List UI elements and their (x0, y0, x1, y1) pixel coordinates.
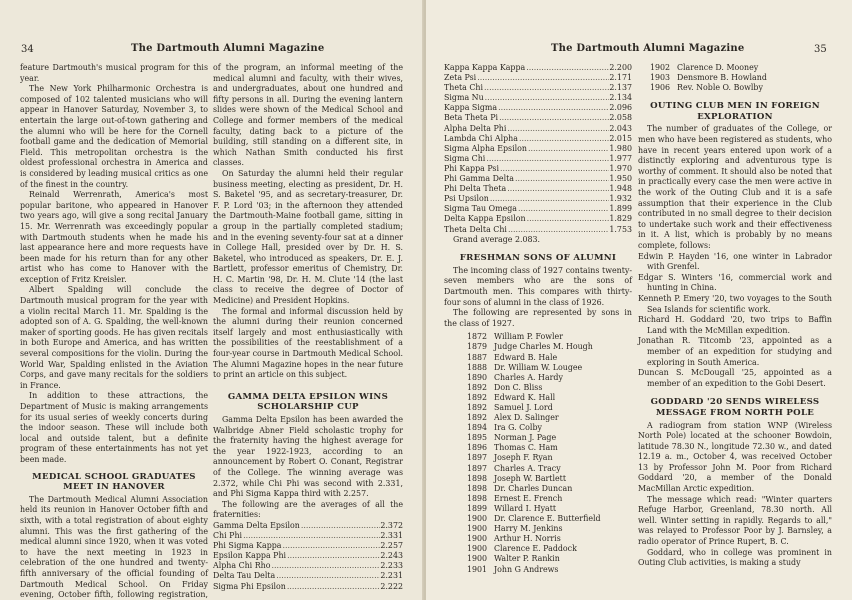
class-year: 1901 (467, 564, 488, 574)
fraternity-name: Phi Delta Theta (444, 184, 507, 194)
list-item (650, 83, 832, 93)
running-head-right: The Dartmouth Alumni Magazine (551, 43, 745, 54)
class-year: 1900 (467, 534, 488, 544)
list-item (467, 423, 632, 433)
fraternity-averages-list-cont (444, 63, 632, 235)
fraternity-average: 2.058 (609, 113, 632, 123)
list-item (444, 144, 632, 154)
section-heading-freshman: FRESHMAN SONS OF ALUMNI (459, 253, 617, 264)
list-item (650, 73, 832, 83)
list-item (467, 383, 632, 393)
fraternity-average: 2.171 (609, 73, 632, 83)
class-year: 1900 (467, 524, 488, 534)
fraternity-average: 1.948 (609, 184, 632, 194)
class-year: 1890 (467, 372, 488, 382)
leader-dots (507, 225, 609, 235)
fraternity-average: 1.977 (609, 153, 632, 163)
fraternity-name: Phi Gamma Delta (444, 174, 515, 184)
fraternity-average: 2.096 (609, 103, 632, 113)
section-heading-goddard: GODDARD '20 SENDS WIRELESS MESSAGE FROM NORTH POLE (650, 397, 820, 418)
list-item (444, 204, 632, 214)
sons-list-cont (638, 63, 832, 93)
leader-dots (514, 174, 609, 184)
page-number-left: 34 (21, 44, 34, 55)
explorer-entry: Duncan S. McDougall '25, appointed as a member of an expedition to the Gobi Desert. (638, 368, 832, 388)
left-column-2 (213, 63, 403, 592)
class-year: 1896 (467, 443, 488, 453)
alumnus-name: Clarence D. Mooney (677, 63, 759, 72)
paragraph: On Saturday the alumni held their regular business meeting, electing as president, Dr. H. S. Baketel '95, and as secretary-treasurer, Dr. F. P. Lord '03; in the afternoon they attended the Dartmouth-Maine football game, sitting in a group in the partially completed stadium; and in the evening seventy-four sat at a dinner in College Hall, presided over by Dr. H. S. Baketel, who introduced as speakers, Dr. E. J. Bartlett, professor emeritus of Chemistry, Dr. H. C. Martin '98, Dr. H. M. Clute '14 (the last class to receive the degree of Doctor of Medicine) and President Hopkins. (213, 168, 403, 306)
fraternity-name: Sigma Alpha Epsilon (444, 143, 527, 153)
list-item (444, 103, 632, 113)
list-item (444, 154, 632, 164)
fraternity-name: Delta Tau Delta (213, 571, 276, 581)
fraternity-name: Sigma Tau Omega (444, 204, 517, 214)
class-year: 1899 (467, 503, 488, 513)
list-item (467, 504, 632, 514)
fraternity-average: 1.899 (609, 204, 632, 214)
class-year: 1887 (467, 352, 488, 362)
alumnus-name: Clarence E. Paddock (494, 544, 577, 554)
grand-average: Grand average 2.083. (453, 234, 541, 244)
alumnus-name: Dr. Clarence E. Butterfield (494, 514, 601, 524)
alumnus-name: Joseph F. Ryan (494, 453, 553, 463)
alumnus-name: Ernest E. French (494, 493, 563, 503)
alumnus-name: William P. Fowler (494, 332, 563, 342)
explorer-entry: Kenneth P. Emery '20, two voyages to the South Sea Islands for scientific work. (638, 293, 832, 314)
list-item (467, 443, 632, 453)
fraternity-average: 1.829 (609, 214, 632, 224)
fraternity-averages-list (213, 521, 403, 592)
fraternity-average: 1.753 (609, 224, 632, 234)
class-year: 1900 (467, 554, 488, 564)
fraternity-name: Phi Kappa Psi (444, 163, 500, 173)
fraternity-name: Phi Sigma Kappa (213, 541, 282, 551)
list-item (467, 433, 632, 443)
fraternity-average: 2.372 (380, 520, 403, 530)
alumnus-name: Edward B. Hale (494, 352, 558, 362)
alumnus-name: Norman J. Page (494, 433, 557, 443)
list-item (444, 63, 632, 73)
list-item (444, 164, 632, 174)
fraternity-name: Zeta Psi (444, 73, 477, 83)
leader-dots (484, 93, 610, 103)
leader-dots (526, 214, 610, 224)
paragraph: feature Dartmouth's musical program for this year. (20, 63, 208, 83)
alumnus-name: Thomas C. Ham (494, 443, 558, 453)
list-item (213, 571, 403, 581)
list-item (444, 225, 632, 235)
paragraph: The following are represented by sons in the class of 1927. (444, 308, 632, 328)
fraternity-average: 2.257 (380, 541, 403, 551)
list-item (467, 363, 632, 373)
fraternity-name: Psi Upsilon (444, 194, 489, 204)
explorer-entry: Jonathan R. Titcomb '23, appointed as a member of an expedition for studying and exploring in South America. (638, 336, 832, 367)
class-year: 1892 (467, 392, 488, 402)
alumnus-name: John G Andrews (494, 564, 559, 574)
list-item (213, 521, 403, 531)
fraternity-name: Chi Phi (213, 531, 243, 541)
fraternity-name: Theta Delta Chi (444, 224, 507, 234)
list-item (444, 113, 632, 123)
list-item (444, 134, 632, 144)
fraternity-average: 2.231 (380, 571, 403, 581)
list-item (467, 494, 632, 504)
alumnus-name: Charles A. Hardy (494, 372, 563, 382)
class-year: 1892 (467, 403, 488, 412)
fraternity-average: 2.222 (380, 581, 403, 591)
list-item (467, 484, 632, 494)
running-head-left: The Dartmouth Alumni Magazine (131, 43, 325, 54)
alumnus-name: Samuel J. Lord (494, 403, 553, 412)
list-item (467, 403, 632, 413)
leader-dots (506, 124, 609, 134)
class-year: 1906 (650, 83, 671, 93)
paragraph: The New York Philharmonic Orchestra is composed of 102 talented musicians who will appear in Hanover Saturday, November 3, to entertain the large out-of-town gathering and the alumni who will be here for the Cornell football game and the dedication of Memorial Field. This metropolitan orchestra is the oldest professional orchestra in America and is considered by leading musical critics as one of the finest in the country. (20, 84, 208, 189)
class-year: 1900 (467, 544, 488, 554)
section-heading-medical: MEDICAL SCHOOL GRADUATES MEET IN HANOVER (32, 471, 196, 493)
fraternity-average: 2.134 (609, 93, 632, 103)
alumnus-name: Don C. Bliss (494, 382, 543, 392)
fraternity-average: 1.932 (609, 194, 632, 204)
list-item (467, 332, 632, 342)
list-item (213, 551, 403, 561)
list-item (467, 534, 632, 544)
leader-dots (242, 531, 380, 541)
fraternity-average: 1.950 (609, 174, 632, 184)
alumnus-name: Dr. William W. Lougee (494, 362, 583, 372)
list-item (213, 561, 403, 571)
fraternity-name: Beta Theta Pi (444, 113, 499, 123)
fraternity-average: 2.331 (380, 531, 403, 541)
leader-dots (300, 521, 381, 531)
paragraph: The number of graduates of the College, or men who have been registered as students, who have in recent years entered upon work of a distinctly exploring and adventurous type is worthy of comment. It should also be noted that in practically every case the men were active in the work of the Outing Club and it is a safe assumption that their experience in the Club contributed in no small degree to their decision to undertake such work and their effectiveness in it. A list, which is probably by no means complete, follows: (638, 124, 832, 250)
list-item (444, 93, 632, 103)
alumnus-name: Walter P. Rankin (494, 554, 560, 564)
fraternity-average: 2.243 (380, 551, 403, 561)
alumnus-name: Dr. Charles Duncan (494, 483, 573, 493)
class-year: 1898 (467, 493, 488, 503)
leader-dots (483, 83, 609, 93)
alumnus-name: Joseph W. Bartlett (494, 473, 567, 483)
fraternity-name: Epsilon Kappa Phi (213, 551, 287, 561)
leader-dots (517, 204, 609, 214)
list-item (467, 544, 632, 554)
fraternity-name: Alpha Delta Phi (444, 123, 507, 133)
class-year: 1872 (467, 332, 488, 342)
leader-dots (506, 184, 609, 194)
paragraph: The following are the averages of all the fraternities: (213, 499, 403, 520)
class-year: 1903 (650, 73, 671, 83)
leader-dots (286, 551, 380, 561)
section-heading-outing: OUTING CLUB MEN IN FOREIGN EXPLORATION (650, 101, 820, 122)
paragraph: The formal and informal discussion held by the alumni during their reunion concerned itself largely and most enthusiastically with the possibilities of the reestablishment of a four-year course in Dartmouth Medical School. The Alumni Magazine hopes in the near future to print an article on this subject. (213, 306, 403, 380)
alumnus-name: Willard I. Hyatt (494, 503, 557, 513)
fraternity-average: 1.970 (609, 163, 632, 173)
alumnus-name: Alex D. Salinger (494, 413, 559, 423)
fraternity-name: Kappa Kappa Kappa (444, 63, 526, 72)
list-item (467, 453, 632, 463)
fraternity-name: Sigma Phi Epsilon (213, 581, 286, 591)
paragraph: Gamma Delta Epsilon has been awarded the Walbridge Abner Field scholastic trophy for the fraternity having the highest average for the year 1922-1923, according to an announcement by Robert O. Conant, Registrar of the College. The winning average was 2.372, while Chi Phi was second with 2.331, and Phi Sigma Kappa third with 2.257. (213, 415, 403, 499)
explorer-entry: Richard H. Goddard '20, two trips to Baffin Land with the McMillan expedition. (638, 315, 832, 335)
list-item (467, 464, 632, 474)
fraternity-average: 1.980 (609, 143, 632, 153)
leader-dots (476, 73, 609, 83)
explorer-entry: Edgar S. Winters '16, commercial work and hunting in China. (638, 272, 832, 293)
paragraph: The Dartmouth Medical Alumni Association held its reunion in Hanover October fifth and sixth, with a total registration of about eighty alumni. This was the first gathering of the medical alumni since 1920, when it was voted to have the next meeting in 1923 in celebration of the one hundred and twenty-fifth anniversary of the official founding of Dartmouth Medical School. On Friday evening, October fifth, following registration, (20, 494, 208, 600)
list-item (444, 174, 632, 184)
class-year: 1892 (467, 382, 488, 392)
leader-dots (498, 113, 609, 123)
list-item (213, 531, 403, 541)
fraternity-name: Theta Chi (444, 83, 484, 93)
fraternity-average: 2.137 (609, 83, 632, 93)
alumnus-name: Arthur H. Norris (494, 534, 561, 544)
paragraph: A radiogram from station WNP (Wireless North Pole) located at the schooner Bowdoin, latitude 78.30 N., longitude 72.30 w., and dated 12.19 a. m., October 4, was received October 13 by Professor John M. Poor from Richard Goddard '20, a member of the Donald MacMillan Arctic expedition. (638, 420, 832, 494)
class-year: 1900 (467, 514, 488, 524)
alumnus-name: Ira G. Colby (494, 423, 542, 433)
paragraph: The incoming class of 1927 contains twenty-seven members who are the sons of Dartmouth men. This compares with thirty-four sons of alumni in the class of 1926. (444, 265, 632, 307)
fraternity-name: Delta Kappa Epsilon (444, 214, 526, 224)
fraternity-average: 2.015 (609, 133, 632, 143)
list-item (467, 554, 632, 564)
leader-dots (497, 103, 609, 113)
fraternity-average: 2.233 (380, 561, 403, 571)
list-item (444, 214, 632, 224)
alumnus-name: Densmore B. Howland (677, 73, 767, 83)
leader-dots (518, 134, 609, 144)
class-year: 1898 (467, 473, 488, 483)
list-item (444, 194, 632, 204)
fraternity-name: Alpha Chi Rho (213, 561, 271, 571)
list-item (213, 541, 403, 551)
alumnus-name: Judge Charles M. Hough (494, 342, 593, 352)
list-item (444, 124, 632, 134)
paragraph: Albert Spalding will conclude the Dartmouth musical program for the year with a violin recital March 11. Mr. Spalding is the adopted son of A. G. Spalding, the well-known maker of sporting goods. He has given recitals in both Europe and America, and has written several compositions for the violin. During the World War, Spalding enlisted in the Aviation Corps, and gave many recitals for the soldiers in France. (20, 285, 208, 390)
leader-dots (525, 63, 609, 73)
list-item (444, 73, 632, 83)
class-year: 1897 (467, 453, 488, 463)
class-year: 1902 (650, 63, 671, 72)
paragraph: of the program, an informal meeting of the medical alumni and faculty, with their wives, and undergraduates, about one hundred and fifty persons in all. During the evening lantern slides were shown of the Medical School and College and former members of the medical faculty, dating back to a picture of the building, still standing on a different site, in which Nathan Smith conducted his first classes. (213, 63, 403, 168)
list-item (467, 342, 632, 352)
list-item (650, 63, 832, 73)
right-column-1 (444, 63, 632, 575)
paragraph: Reinald Werrenrath, America's most popular baritone, who appeared in Hanover two years ago, will give a song recital January 15. Mr. Werrenrath was exceedingly popular with Dartmouth students when he made his last appearance here and more requests have been made for his return than for any other artist who has come to Hanover with the exception of Fritz Kreisler. (20, 190, 208, 284)
paragraph: In addition to these attractions, the Department of Music is making arrangements for its usual series of weekly concerts during the indoor season. These will include both local and outside talent, but a definite program of these entertainments has not yet been made. (20, 391, 208, 464)
leader-dots (499, 164, 609, 174)
leader-dots (286, 582, 381, 592)
list-item (444, 184, 632, 194)
leader-dots (282, 541, 381, 551)
leader-dots (275, 571, 380, 581)
fraternity-name: Kappa Sigma (444, 103, 498, 113)
list-item (213, 582, 403, 592)
leader-dots (527, 144, 609, 154)
fraternity-name: Lambda Chi Alpha (444, 133, 518, 143)
page-number-right: 35 (814, 44, 827, 55)
list-item (467, 514, 632, 524)
right-column-2 (638, 63, 832, 569)
paragraph: Goddard, who in college was prominent in Outing Club activities, is making a study (638, 547, 832, 568)
fraternity-name: Gamma Delta Epsilon (213, 520, 300, 530)
fraternity-name: Sigma Nu (444, 93, 484, 103)
list-item (467, 393, 632, 403)
class-year: 1888 (467, 362, 488, 372)
list-item (467, 565, 632, 575)
fraternity-name: Sigma Chi (444, 153, 486, 163)
class-year: 1898 (467, 483, 488, 493)
list-item (467, 524, 632, 534)
right-page (426, 0, 852, 600)
sons-list (444, 332, 632, 574)
left-column-1 (20, 63, 208, 600)
class-year: 1894 (467, 423, 488, 433)
list-item (467, 474, 632, 484)
class-year: 1895 (467, 433, 488, 443)
alumnus-name: Edward K. Hall (494, 392, 556, 402)
list-item (444, 83, 632, 93)
leader-dots (271, 561, 381, 571)
alumnus-name: Charles A. Tracy (494, 463, 561, 473)
class-year: 1897 (467, 463, 488, 473)
list-item (467, 373, 632, 383)
fraternity-average: 2.043 (609, 123, 632, 133)
class-year: 1892 (467, 413, 488, 423)
explorer-entry: Edwin P. Hayden '16, one winter in Labrador with Grenfel. (638, 251, 832, 272)
class-year: 1879 (467, 342, 488, 352)
alumnus-name: Rev. Noble O. Bowlby (677, 83, 763, 93)
list-item (467, 413, 632, 423)
list-item (467, 353, 632, 363)
fraternity-average: 2.200 (609, 63, 632, 72)
alumnus-name: Harry M. Jenkins (494, 524, 563, 534)
section-heading-gamma: GAMMA DELTA EPSILON WINS SCHOLARSHIP CUP (227, 391, 389, 413)
paragraph: The message which read: "Winter quarters Refuge Harbor, Greenland, 78.30 north. All well. Winter setting in rapidly. Regards to all," was relayed to Professor Poor by J. Barnsley, a radio operator of Prince Rupert, B. C. (638, 494, 832, 547)
left-page (0, 0, 424, 600)
leader-dots (485, 154, 609, 164)
leader-dots (489, 194, 610, 204)
